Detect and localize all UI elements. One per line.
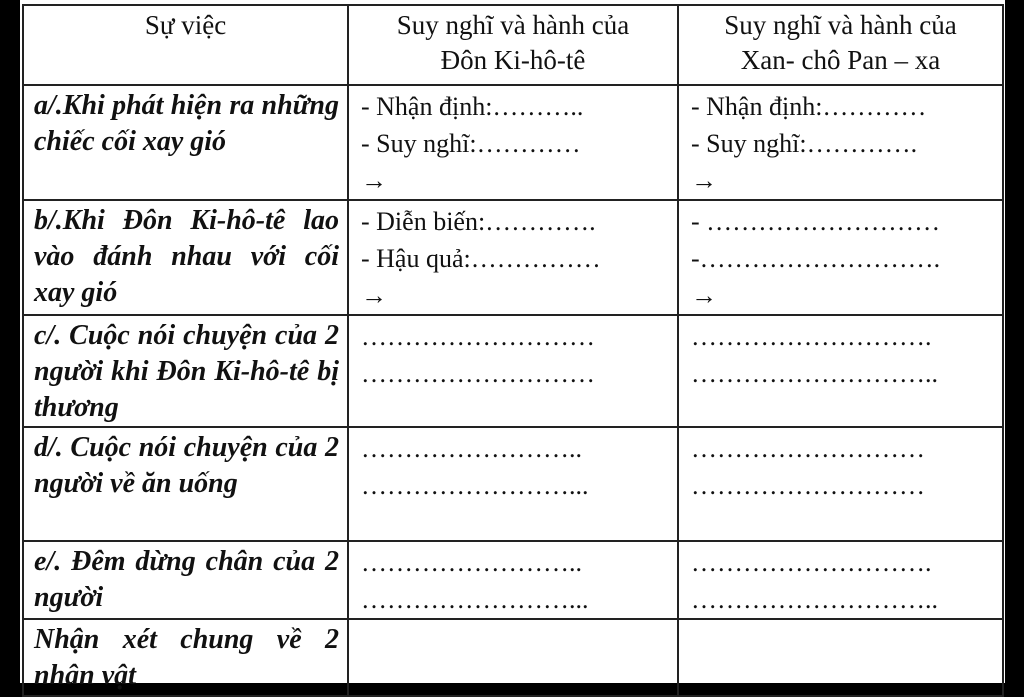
worksheet-page xyxy=(20,0,1005,691)
header-text: Xan- chô Pan – xa xyxy=(740,45,941,75)
header-text: Suy nghĩ và hành của xyxy=(396,10,630,40)
header-text: Sự việc xyxy=(144,10,227,40)
comparison-table xyxy=(22,4,1004,697)
xan-answer-cell[interactable] xyxy=(678,541,1003,619)
table-row xyxy=(23,85,1003,200)
answer-line: …………………….. xyxy=(361,548,582,577)
answer-line: - Suy nghĩ:…………. xyxy=(691,129,918,158)
event-cell: c/. Cuộc nói chuyện của 2 người khi Đôn Ki-hô-tê bị thương xyxy=(23,315,348,427)
answer-line: ……………………….. xyxy=(691,585,938,614)
answer-line: -………………………. xyxy=(691,244,941,273)
header-text: Suy nghĩ và hành của xyxy=(724,10,957,40)
table-row xyxy=(23,315,1003,427)
answer-line: - Diễn biến:…………. xyxy=(361,207,596,236)
arrow-line: → xyxy=(691,166,717,195)
don-answer-cell[interactable] xyxy=(348,200,678,315)
don-answer-cell[interactable] xyxy=(348,619,678,696)
xan-answer-cell[interactable] xyxy=(678,85,1003,200)
header-text: Đôn Ki-hô-tê xyxy=(440,45,586,75)
header-event xyxy=(23,5,348,85)
table-row xyxy=(23,541,1003,619)
answer-line: ……………………... xyxy=(361,585,589,614)
header-xan-cho-pan-xa xyxy=(678,5,1003,85)
answer-line: - Nhận định:………… xyxy=(691,92,927,121)
answer-line: ………………………. xyxy=(691,548,932,577)
answer-line: ……………………… xyxy=(691,434,925,463)
event-cell: a/.Khi phát hiện ra những chiếc cối xay gió xyxy=(23,85,348,200)
xan-answer-cell[interactable] xyxy=(678,427,1003,541)
answer-line: ……………………... xyxy=(361,471,589,500)
answer-line: ……………………… xyxy=(691,471,925,500)
header-row xyxy=(23,5,1003,85)
answer-line: ……………………….. xyxy=(691,359,938,388)
xan-answer-cell[interactable] xyxy=(678,619,1003,696)
don-answer-cell[interactable] xyxy=(348,427,678,541)
header-don-ki-hote xyxy=(348,5,678,85)
answer-line: ……………………… xyxy=(361,359,595,388)
table-row xyxy=(23,427,1003,541)
don-answer-cell[interactable] xyxy=(348,85,678,200)
answer-line: - Hậu quả:…………… xyxy=(361,244,601,273)
answer-line: - Nhận định:……….. xyxy=(361,92,584,121)
event-cell: Nhận xét chung về 2 nhân vật xyxy=(23,619,348,696)
arrow-line: → xyxy=(691,281,717,310)
answer-line: - ……………………… xyxy=(691,207,941,236)
answer-line: - Suy nghĩ:………… xyxy=(361,129,581,158)
don-answer-cell[interactable] xyxy=(348,541,678,619)
event-cell: e/. Đêm dừng chân của 2 người xyxy=(23,541,348,619)
answer-line: ………………………. xyxy=(691,322,932,351)
answer-line: …………………….. xyxy=(361,434,582,463)
event-cell: b/.Khi Đôn Ki-hô-tê lao vào đánh nhau với cối xay gió xyxy=(23,200,348,315)
don-answer-cell[interactable] xyxy=(348,315,678,427)
arrow-line: → xyxy=(361,166,387,195)
arrow-line: → xyxy=(361,281,387,310)
xan-answer-cell[interactable] xyxy=(678,315,1003,427)
table-row xyxy=(23,200,1003,315)
event-cell: d/. Cuộc nói chuyện của 2 người về ăn uống xyxy=(23,427,348,541)
xan-answer-cell[interactable] xyxy=(678,200,1003,315)
table-row xyxy=(23,619,1003,696)
answer-line: ……………………… xyxy=(361,322,595,351)
